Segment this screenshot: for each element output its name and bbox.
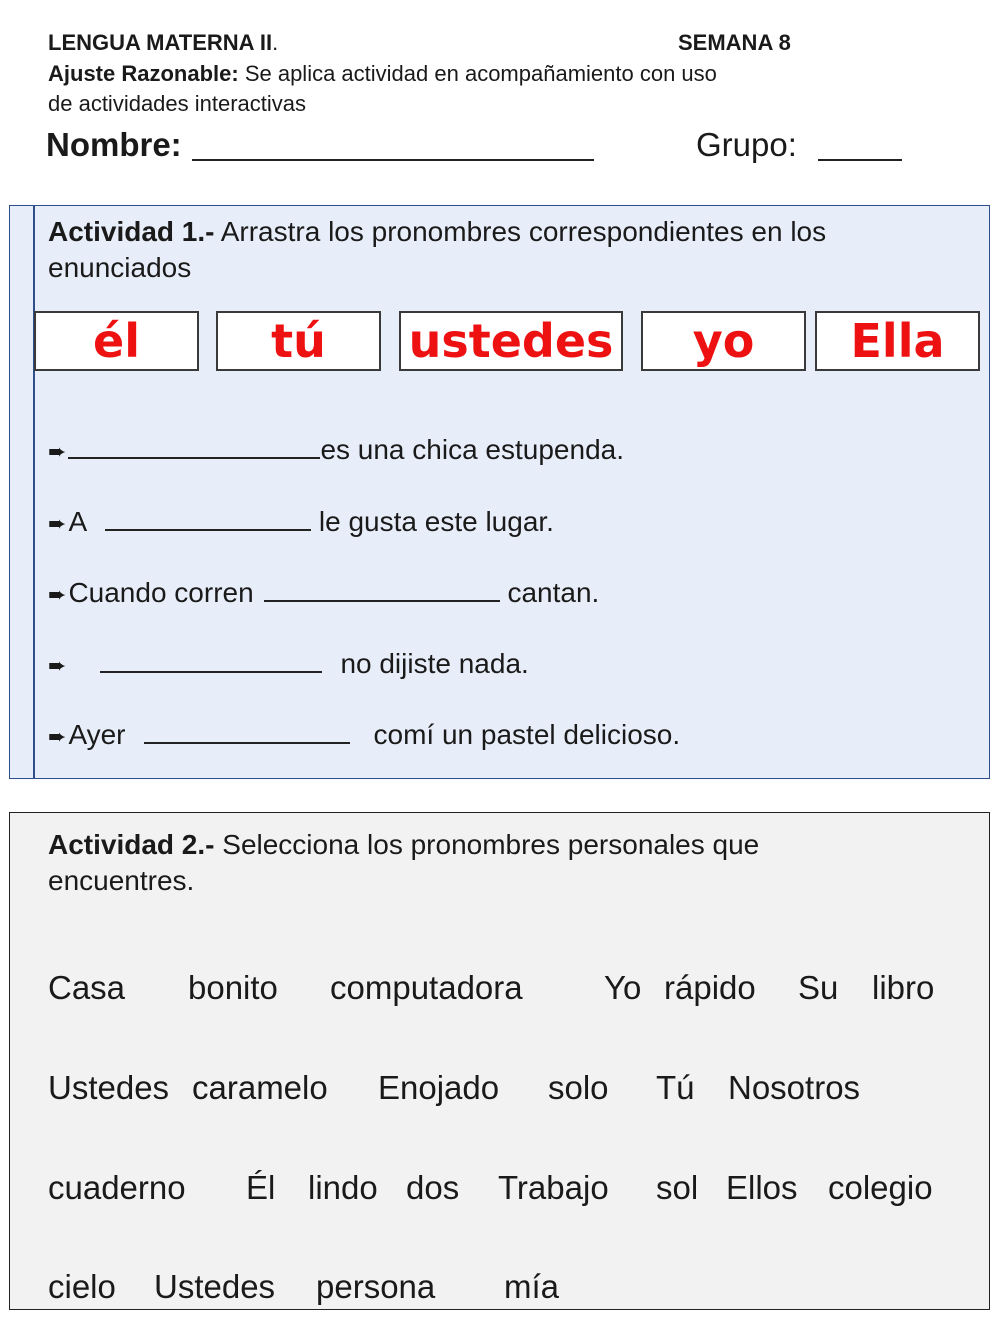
word-item[interactable]: Nosotros: [728, 1069, 861, 1106]
course-period: .: [272, 30, 279, 55]
activity-1-panel: [9, 205, 990, 779]
sentence-text-before: A: [68, 506, 88, 537]
name-group-row: [46, 126, 916, 166]
adjust-label: Ajuste Razonable:: [48, 61, 239, 86]
sentence-text: comí un pastel delicioso.: [373, 719, 681, 750]
word-item[interactable]: Enojado: [378, 1069, 500, 1106]
drop-blank[interactable]: [264, 574, 500, 602]
arrow-right-icon: ➨: [48, 724, 67, 749]
drop-blank[interactable]: [68, 431, 320, 459]
activity-1-instruction: Arrastra los pronombres correspondientes en los: [214, 216, 827, 247]
word-item[interactable]: computadora: [330, 969, 523, 1006]
word-item[interactable]: Ustedes: [48, 1069, 170, 1106]
word-item[interactable]: lindo: [308, 1169, 378, 1206]
word-item[interactable]: persona: [316, 1268, 436, 1305]
arrow-right-icon: ➨: [48, 653, 67, 678]
group-label: Grupo:: [696, 126, 797, 163]
drop-blank[interactable]: [105, 503, 311, 531]
adjust-line-2: de actividades interactivas: [48, 91, 307, 116]
course-title: [48, 30, 278, 56]
word-item[interactable]: bonito: [188, 969, 278, 1006]
arrow-right-icon: ➨: [48, 439, 67, 464]
word-item[interactable]: Ellos: [726, 1169, 798, 1206]
activity-2-panel: [9, 812, 990, 1310]
word-item[interactable]: cielo: [48, 1268, 116, 1305]
pronoun-chip-ustedes[interactable]: ustedes: [399, 311, 623, 371]
course-name: LENGUA MATERNA II: [48, 30, 273, 55]
sentence-text: no dijiste nada.: [340, 648, 529, 679]
word-item[interactable]: Él: [246, 1169, 276, 1206]
sentence-text: cantan.: [499, 577, 600, 608]
sentence-2: [48, 503, 554, 539]
word-item[interactable]: mía: [504, 1268, 560, 1305]
activity-1-number: Actividad 1.-: [48, 216, 215, 247]
pronoun-chip-el[interactable]: él: [34, 311, 199, 371]
activity-2-instruction: Selecciona los pronombres personales que: [214, 829, 760, 860]
sentence-3: [48, 574, 599, 610]
word-item[interactable]: rápido: [664, 969, 756, 1006]
word-item[interactable]: libro: [872, 969, 935, 1006]
sentence-text: le gusta este lugar.: [311, 506, 554, 537]
week-label: SEMANA 8: [678, 30, 791, 55]
word-item[interactable]: Trabajo: [498, 1169, 609, 1206]
word-item[interactable]: solo: [548, 1069, 609, 1106]
activity-1-title: [48, 214, 948, 250]
word-item[interactable]: sol: [656, 1169, 699, 1206]
word-item[interactable]: caramelo: [192, 1069, 328, 1106]
word-item[interactable]: Su: [798, 969, 839, 1006]
word-item[interactable]: dos: [406, 1169, 460, 1206]
sentence-text-before: Cuando corren: [68, 577, 254, 608]
activity-1-instruction-2: enunciados: [48, 252, 192, 283]
sentence-1: [48, 431, 624, 467]
adjust-text: Se aplica actividad en acompañamiento con uso: [238, 61, 717, 86]
pronoun-chip-ella[interactable]: Ella: [815, 311, 980, 371]
sentence-4: [48, 645, 529, 681]
name-field[interactable]: [192, 159, 594, 161]
word-item[interactable]: Yo: [604, 969, 642, 1006]
sentence-text-before: Ayer: [68, 719, 126, 750]
word-item[interactable]: Tú: [656, 1069, 695, 1106]
adjust-line-1: [48, 61, 717, 87]
pronoun-chip-tu[interactable]: tú: [216, 311, 381, 371]
pronoun-chip-yo[interactable]: yo: [641, 311, 806, 371]
name-label: Nombre:: [46, 126, 182, 163]
drop-blank[interactable]: [144, 716, 350, 744]
word-item[interactable]: Casa: [48, 969, 126, 1006]
arrow-right-icon: ➨: [48, 582, 67, 607]
drop-blank[interactable]: [100, 645, 322, 673]
activity-2-instruction-2: encuentres.: [48, 865, 195, 896]
sentence-5: [48, 716, 680, 752]
word-item[interactable]: Ustedes: [154, 1268, 276, 1305]
arrow-right-icon: ➨: [48, 511, 67, 536]
word-item[interactable]: cuaderno: [48, 1169, 186, 1206]
group-field[interactable]: [818, 159, 902, 161]
word-item[interactable]: colegio: [828, 1169, 933, 1206]
activity-2-number: Actividad 2.-: [48, 829, 215, 860]
activity-2-title: [48, 827, 948, 863]
panel-left-rule: [33, 206, 35, 778]
sentence-text: es una chica estupenda.: [320, 434, 624, 465]
